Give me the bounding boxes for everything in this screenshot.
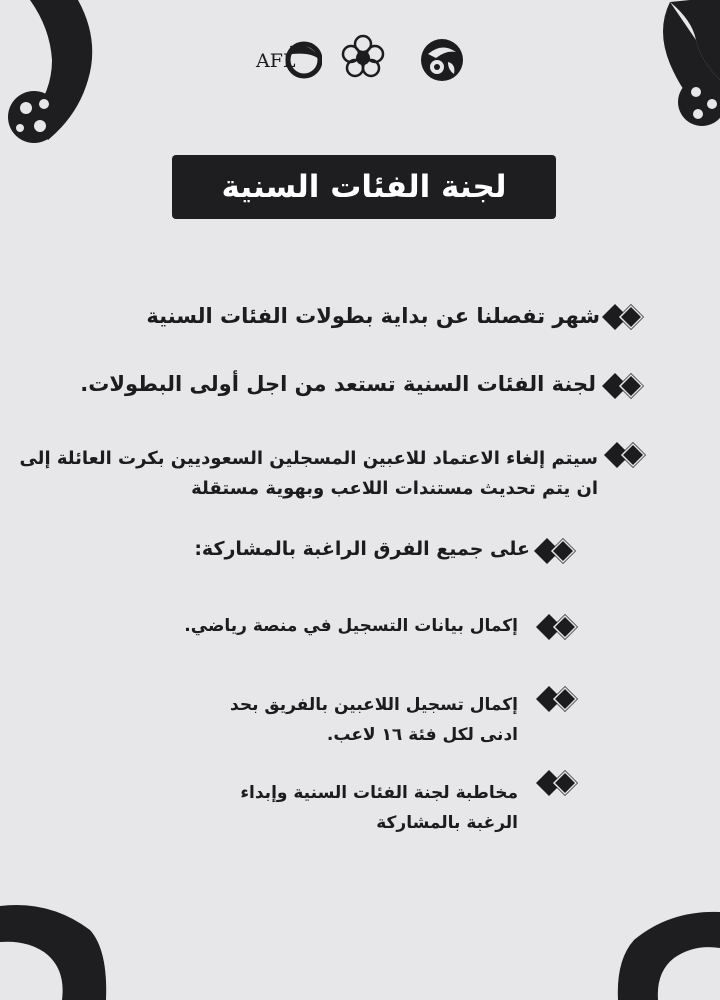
football-federation-logo xyxy=(418,36,466,88)
diamond-bullet-icon xyxy=(534,684,580,714)
diamond-bullet-icon xyxy=(534,768,580,798)
corner-decoration-bottom-left xyxy=(0,900,110,1000)
afl-logo xyxy=(254,36,322,84)
list-item: مخاطبة لجنة الفئات السنية وإبداء الرغبة بالمشاركة xyxy=(240,783,518,833)
flower-emblem-logo xyxy=(340,34,386,86)
title-banner xyxy=(172,155,556,219)
diamond-bullet-icon xyxy=(600,371,646,401)
diamond-bullet-icon xyxy=(532,536,578,566)
corner-decoration-bottom-right xyxy=(610,910,720,1000)
diamond-bullet-icon xyxy=(534,612,580,642)
page-title: لجنة الفئات السنية xyxy=(221,169,507,205)
list-item: لجنة الفئات السنية تستعد من اجل أولى البطولات. xyxy=(80,372,596,396)
afl-logo-text: AFL xyxy=(256,50,296,72)
list-item: إكمال تسجيل اللاعبين بالفريق بحد ادنى لكل فئة ١٦ لاعب. xyxy=(230,695,518,745)
list-item: إكمال بيانات التسجيل في منصة رياضي. xyxy=(184,616,518,636)
list-item: سيتم إلغاء الاعتماد للاعبين المسجلين السعوديين بكرت العائلة إلى ان يتم تحديث مستندات اللاعب وبهوية مستقلة xyxy=(19,448,598,499)
list-item: على جميع الفرق الراغبة بالمشاركة: xyxy=(194,538,530,560)
diamond-bullet-icon xyxy=(602,440,648,470)
diamond-bullet-icon xyxy=(600,302,646,332)
logos-row xyxy=(0,36,720,86)
list-item: شهر تفصلنا عن بداية بطولات الفئات السنية xyxy=(146,304,600,328)
